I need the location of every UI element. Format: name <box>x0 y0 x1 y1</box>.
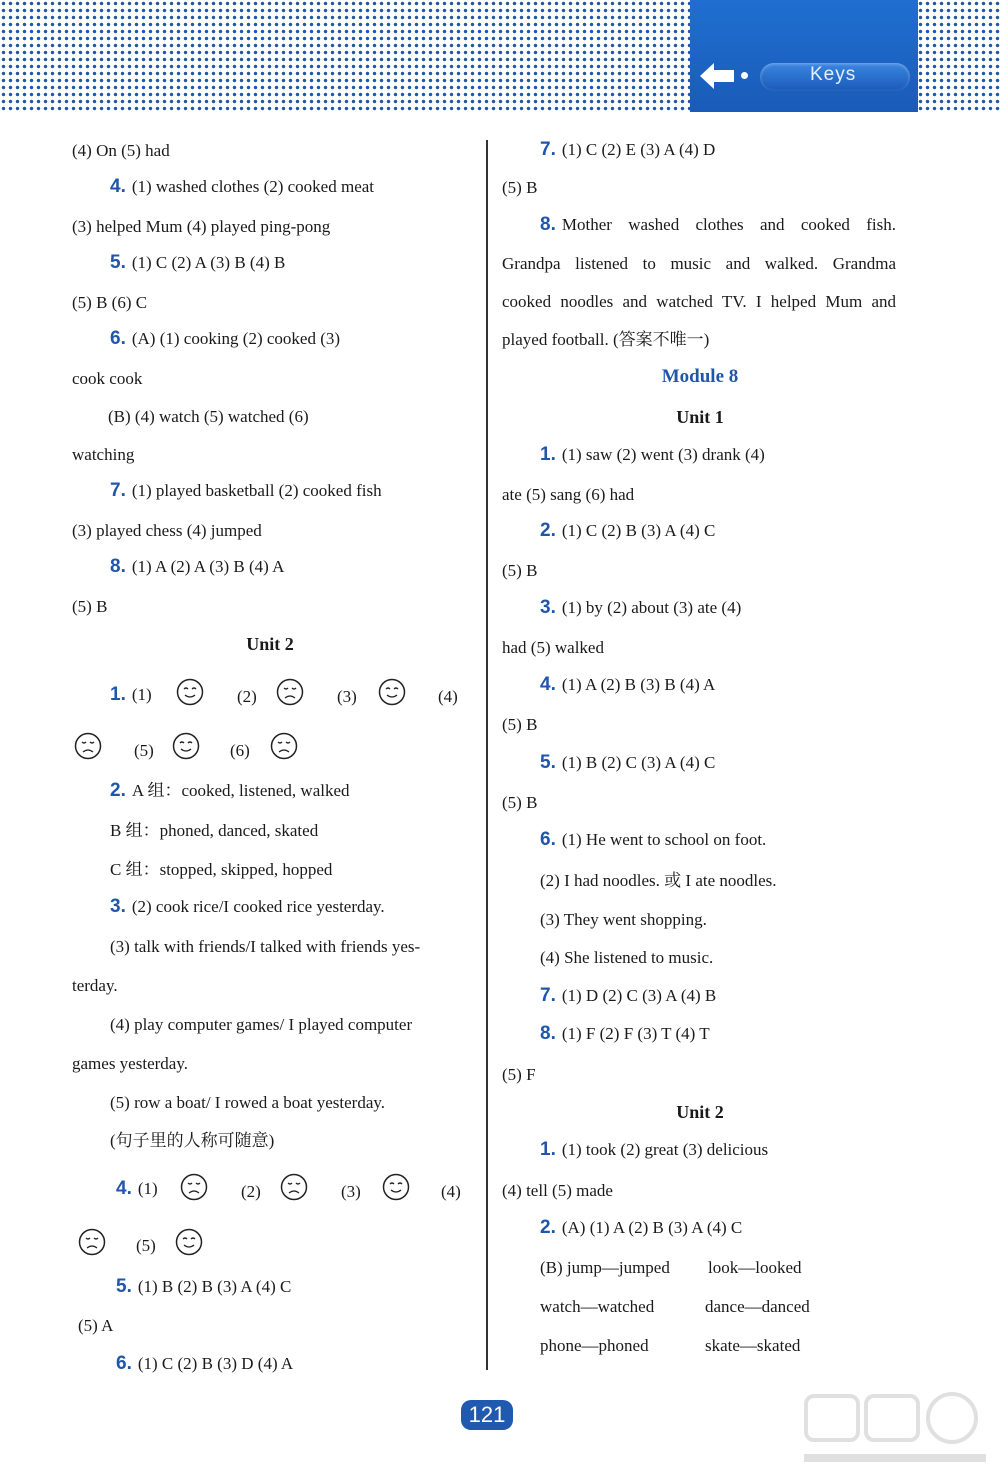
question-number: 3. <box>110 896 126 917</box>
question-number: 4. <box>116 1178 132 1199</box>
answer-line: had (5) walked <box>502 638 604 657</box>
answer-line: cook cook <box>72 369 143 388</box>
sad-face-icon <box>280 1173 308 1201</box>
question-number: 5. <box>116 1276 132 1297</box>
answer-line: 5. (1) C (2) A (3) B (4) B <box>110 252 286 273</box>
answer-line: 1. (1) <box>110 684 152 705</box>
answer-line: 4. (1) washed clothes (2) cooked meat <box>110 176 375 197</box>
answer-line: (5) F <box>502 1065 536 1084</box>
answer-line: watch—watched <box>540 1297 655 1316</box>
sad-face-icon <box>78 1228 106 1256</box>
answer-line: played football. (答案不唯一) <box>502 330 710 349</box>
answer-line: (4) play computer games/ I played computer <box>110 1015 413 1034</box>
answer-line: B 组：phoned, danced, skated <box>110 821 319 840</box>
label-2: (2) <box>237 687 257 706</box>
question-number: 5. <box>540 752 556 773</box>
answer-line: 3. (2) cook rice/I cooked rice yesterday. <box>110 896 385 917</box>
answer-line: (5) B <box>502 561 538 580</box>
smiley-face-icon <box>175 1228 203 1256</box>
answer-line: Grandpa listened to music and walked. Grandma <box>502 254 896 273</box>
answer-line: 6. (1) C (2) B (3) D (4) A <box>116 1353 294 1374</box>
sad-face-icon <box>74 732 102 760</box>
unit-heading: Unit 2 <box>246 634 294 654</box>
question-number: 3. <box>540 597 556 618</box>
answer-line: cooked noodles and watched TV. I helped Mum and <box>502 292 896 311</box>
answer-line: 2. A 组：cooked, listened, walked <box>110 780 350 801</box>
sad-face-icon <box>270 732 298 760</box>
answer-line: look—looked <box>708 1258 802 1277</box>
answer-line: (5) B <box>502 793 538 812</box>
answer-line: phone—phoned <box>540 1336 649 1355</box>
answer-line: (5) row a boat/ I rowed a boat yesterday. <box>110 1093 386 1112</box>
answer-line: 4. (1) <box>116 1178 158 1199</box>
sad-face-icon <box>276 678 304 706</box>
answer-line: 5. (1) B (2) B (3) A (4) C <box>116 1276 292 1297</box>
answer-line: watching <box>72 445 135 464</box>
answer-line: 8. (1) F (2) F (3) T (4) T <box>540 1023 710 1044</box>
answer-line: (B) jump—jumped <box>540 1258 670 1277</box>
answer-line: 2. (A) (1) A (2) B (3) A (4) C <box>540 1217 743 1238</box>
answer-line: (5) B <box>502 715 538 734</box>
answer-line: 6. (1) He went to school on foot. <box>540 829 767 850</box>
label-4: (4) <box>441 1182 461 1201</box>
label-5: (5) <box>134 741 154 760</box>
answer-line: 7. (1) C (2) E (3) A (4) D <box>540 139 716 160</box>
answer-line: skate—skated <box>705 1336 801 1355</box>
smiley-face-icon <box>172 732 200 760</box>
sad-face-icon <box>180 1173 208 1201</box>
question-number: 8. <box>110 556 126 577</box>
question-number: 1. <box>540 444 556 465</box>
answer-line: (5) B (6) C <box>72 293 148 312</box>
answer-line: 6. (A) (1) cooking (2) cooked (3) <box>110 328 341 349</box>
page-number: 121 <box>461 1400 513 1430</box>
question-number: 6. <box>110 328 126 349</box>
answer-line: games yesterday. <box>72 1054 188 1073</box>
page-header <box>0 0 1000 112</box>
back-arrow-icon <box>698 60 738 92</box>
keys-panel <box>690 0 918 112</box>
answer-line: 3. (1) by (2) about (3) ate (4) <box>540 597 742 618</box>
question-number: 7. <box>540 139 556 160</box>
watermark-logo <box>800 1390 990 1470</box>
answer-line: 5. (1) B (2) C (3) A (4) C <box>540 752 716 773</box>
bullet-dot-icon <box>741 72 748 79</box>
label-2: (2) <box>241 1182 261 1201</box>
answer-line: (3) played chess (4) jumped <box>72 521 262 540</box>
answer-line: 2. (1) C (2) B (3) A (4) C <box>540 520 716 541</box>
answer-line: (B) (4) watch (5) watched (6) <box>108 407 309 426</box>
keys-label: Keys <box>810 64 857 85</box>
label-3: (3) <box>341 1182 361 1201</box>
smiley-face-icon <box>378 678 406 706</box>
answer-line: 4. (1) A (2) B (3) B (4) A <box>540 674 716 695</box>
answer-line: (3) They went shopping. <box>540 910 707 929</box>
unit-heading: Unit 2 <box>676 1102 724 1122</box>
answer-line: (2) I had noodles. 或 I ate noodles. <box>540 871 777 890</box>
answer-line: (5) B <box>502 178 538 197</box>
question-number: 2. <box>540 520 556 541</box>
question-number: 1. <box>540 1139 556 1160</box>
question-number: 2. <box>540 1217 556 1238</box>
question-number: 8. <box>540 1023 556 1044</box>
question-number: 2. <box>110 780 126 801</box>
smiley-face-icon <box>176 678 204 706</box>
answer-line: 1. (1) saw (2) went (3) drank (4) <box>540 444 765 465</box>
question-number: 6. <box>540 829 556 850</box>
answer-line: C 组：stopped, skipped, hopped <box>110 860 333 879</box>
question-number: 7. <box>540 985 556 1006</box>
column-divider <box>486 140 488 1370</box>
unit-heading: Unit 1 <box>676 407 724 427</box>
answer-line: 8. Mother washed clothes and cooked fish. <box>540 214 896 235</box>
answer-line: 7. (1) D (2) C (3) A (4) B <box>540 985 717 1006</box>
answer-line: 8. (1) A (2) A (3) B (4) A <box>110 556 285 577</box>
question-number: 5. <box>110 252 126 273</box>
question-number: 4. <box>110 176 126 197</box>
module-heading: Module 8 <box>661 366 739 387</box>
answer-line: 1. (1) took (2) great (3) delicious <box>540 1139 769 1160</box>
answer-line: 7. (1) played basketball (2) cooked fish <box>110 480 382 501</box>
answer-line: (5) B <box>72 597 108 616</box>
question-number: 1. <box>110 684 126 705</box>
answer-line: (5) A <box>78 1316 114 1335</box>
question-number: 4. <box>540 674 556 695</box>
smiley-face-icon <box>382 1173 410 1201</box>
answer-line: (句子里的人称可随意) <box>110 1131 275 1150</box>
question-number: 8. <box>540 214 556 235</box>
label-3: (3) <box>337 687 357 706</box>
question-number: 7. <box>110 480 126 501</box>
label-4: (4) <box>438 687 458 706</box>
label-5: (5) <box>136 1236 156 1255</box>
answer-line: dance—danced <box>705 1297 810 1316</box>
answer-line: ate (5) sang (6) had <box>502 485 635 504</box>
answer-line: terday. <box>72 976 118 995</box>
answer-line: (4) She listened to music. <box>540 948 714 967</box>
answer-line: (3) helped Mum (4) played ping-pong <box>72 217 331 236</box>
label-6: (6) <box>230 741 250 760</box>
answer-line: (4) On (5) had <box>72 141 170 160</box>
answer-line: (3) talk with friends/I talked with friends yes- <box>110 937 421 956</box>
answer-line: (4) tell (5) made <box>502 1181 613 1200</box>
question-number: 6. <box>116 1353 132 1374</box>
